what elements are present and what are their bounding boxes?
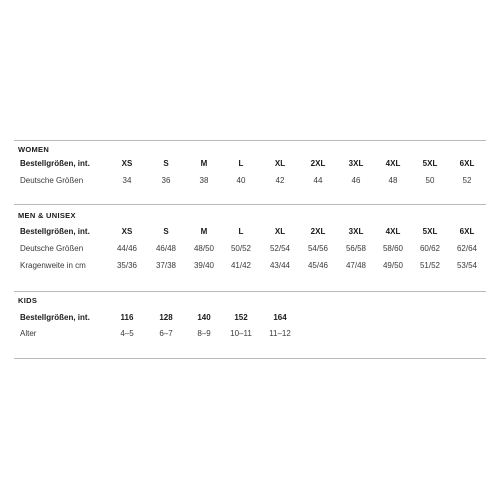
size-header-cell: 2XL — [310, 159, 326, 168]
size-value-cell: 48 — [388, 176, 398, 185]
size-header-cell: S — [163, 227, 169, 236]
size-value-cell: 10–11 — [230, 329, 252, 338]
size-value-cell: 42 — [275, 176, 285, 185]
row-label: Bestellgrößen, int. — [20, 313, 90, 322]
divider-line — [14, 140, 486, 141]
table-row — [0, 313, 500, 325]
size-value-cell: 37/38 — [155, 261, 177, 270]
table-row — [0, 227, 500, 239]
size-value-cell: 47/48 — [345, 261, 367, 270]
size-header-cell: XS — [121, 159, 133, 168]
size-header-cell: 6XL — [459, 227, 475, 236]
size-value-cell: 46 — [351, 176, 361, 185]
size-value-cell: 46/48 — [155, 244, 177, 253]
divider-line — [14, 358, 486, 359]
section-title: KIDS — [18, 296, 38, 305]
size-value-cell: 58/60 — [382, 244, 404, 253]
size-value-cell: 52/54 — [269, 244, 291, 253]
size-value-cell: 6–7 — [159, 329, 173, 338]
size-value-cell: 36 — [161, 176, 171, 185]
size-header-cell: 4XL — [385, 159, 401, 168]
size-value-cell: 34 — [122, 176, 132, 185]
row-label: Alter — [20, 329, 37, 338]
size-header-cell: 5XL — [422, 227, 438, 236]
size-header-cell: 3XL — [348, 159, 364, 168]
size-header-cell: 4XL — [385, 227, 401, 236]
size-header-cell: 2XL — [310, 227, 326, 236]
size-value-cell: 35/36 — [116, 261, 138, 270]
size-header-cell: XL — [274, 227, 286, 236]
size-value-cell: 45/46 — [307, 261, 329, 270]
size-value-cell: 50 — [425, 176, 435, 185]
size-value-cell: 11–12 — [269, 329, 291, 338]
row-label: Deutsche Größen — [20, 176, 84, 185]
section-title: MEN & UNISEX — [18, 211, 76, 220]
size-header-cell: 6XL — [459, 159, 475, 168]
table-row — [0, 244, 500, 256]
table-row — [0, 329, 500, 341]
size-header-cell: M — [200, 227, 208, 236]
size-value-cell: 49/50 — [382, 261, 404, 270]
divider-line — [14, 291, 486, 292]
size-header-cell: 164 — [273, 313, 287, 322]
table-row — [0, 176, 500, 188]
size-header-cell: 140 — [197, 313, 211, 322]
row-label: Kragenweite in cm — [20, 261, 86, 270]
size-value-cell: 53/54 — [456, 261, 478, 270]
size-header-cell: M — [200, 159, 208, 168]
size-value-cell: 4–5 — [120, 329, 134, 338]
size-value-cell: 50/52 — [230, 244, 252, 253]
size-value-cell: 62/64 — [456, 244, 478, 253]
size-header-cell: XL — [274, 159, 286, 168]
divider-line — [14, 204, 486, 205]
size-value-cell: 56/58 — [345, 244, 367, 253]
size-header-cell: L — [238, 227, 244, 236]
size-value-cell: 39/40 — [193, 261, 215, 270]
table-row — [0, 261, 500, 273]
size-value-cell: 60/62 — [419, 244, 441, 253]
size-header-cell: 116 — [120, 313, 134, 322]
size-value-cell: 41/42 — [230, 261, 252, 270]
size-value-cell: 48/50 — [193, 244, 215, 253]
table-row — [0, 159, 500, 171]
size-header-cell: L — [238, 159, 244, 168]
size-header-cell: 152 — [234, 313, 248, 322]
size-value-cell: 51/52 — [419, 261, 441, 270]
size-value-cell: 43/44 — [269, 261, 291, 270]
size-header-cell: S — [163, 159, 169, 168]
size-value-cell: 8–9 — [197, 329, 211, 338]
size-value-cell: 44 — [313, 176, 323, 185]
size-value-cell: 38 — [199, 176, 209, 185]
section-title: WOMEN — [18, 145, 50, 154]
row-label: Deutsche Größen — [20, 244, 84, 253]
size-header-cell: 3XL — [348, 227, 364, 236]
size-value-cell: 40 — [236, 176, 246, 185]
size-header-cell: XS — [121, 227, 133, 236]
size-value-cell: 52 — [462, 176, 472, 185]
row-label: Bestellgrößen, int. — [20, 159, 90, 168]
row-label: Bestellgrößen, int. — [20, 227, 90, 236]
size-header-cell: 5XL — [422, 159, 438, 168]
size-value-cell: 44/46 — [116, 244, 138, 253]
size-header-cell: 128 — [159, 313, 173, 322]
size-value-cell: 54/56 — [307, 244, 329, 253]
